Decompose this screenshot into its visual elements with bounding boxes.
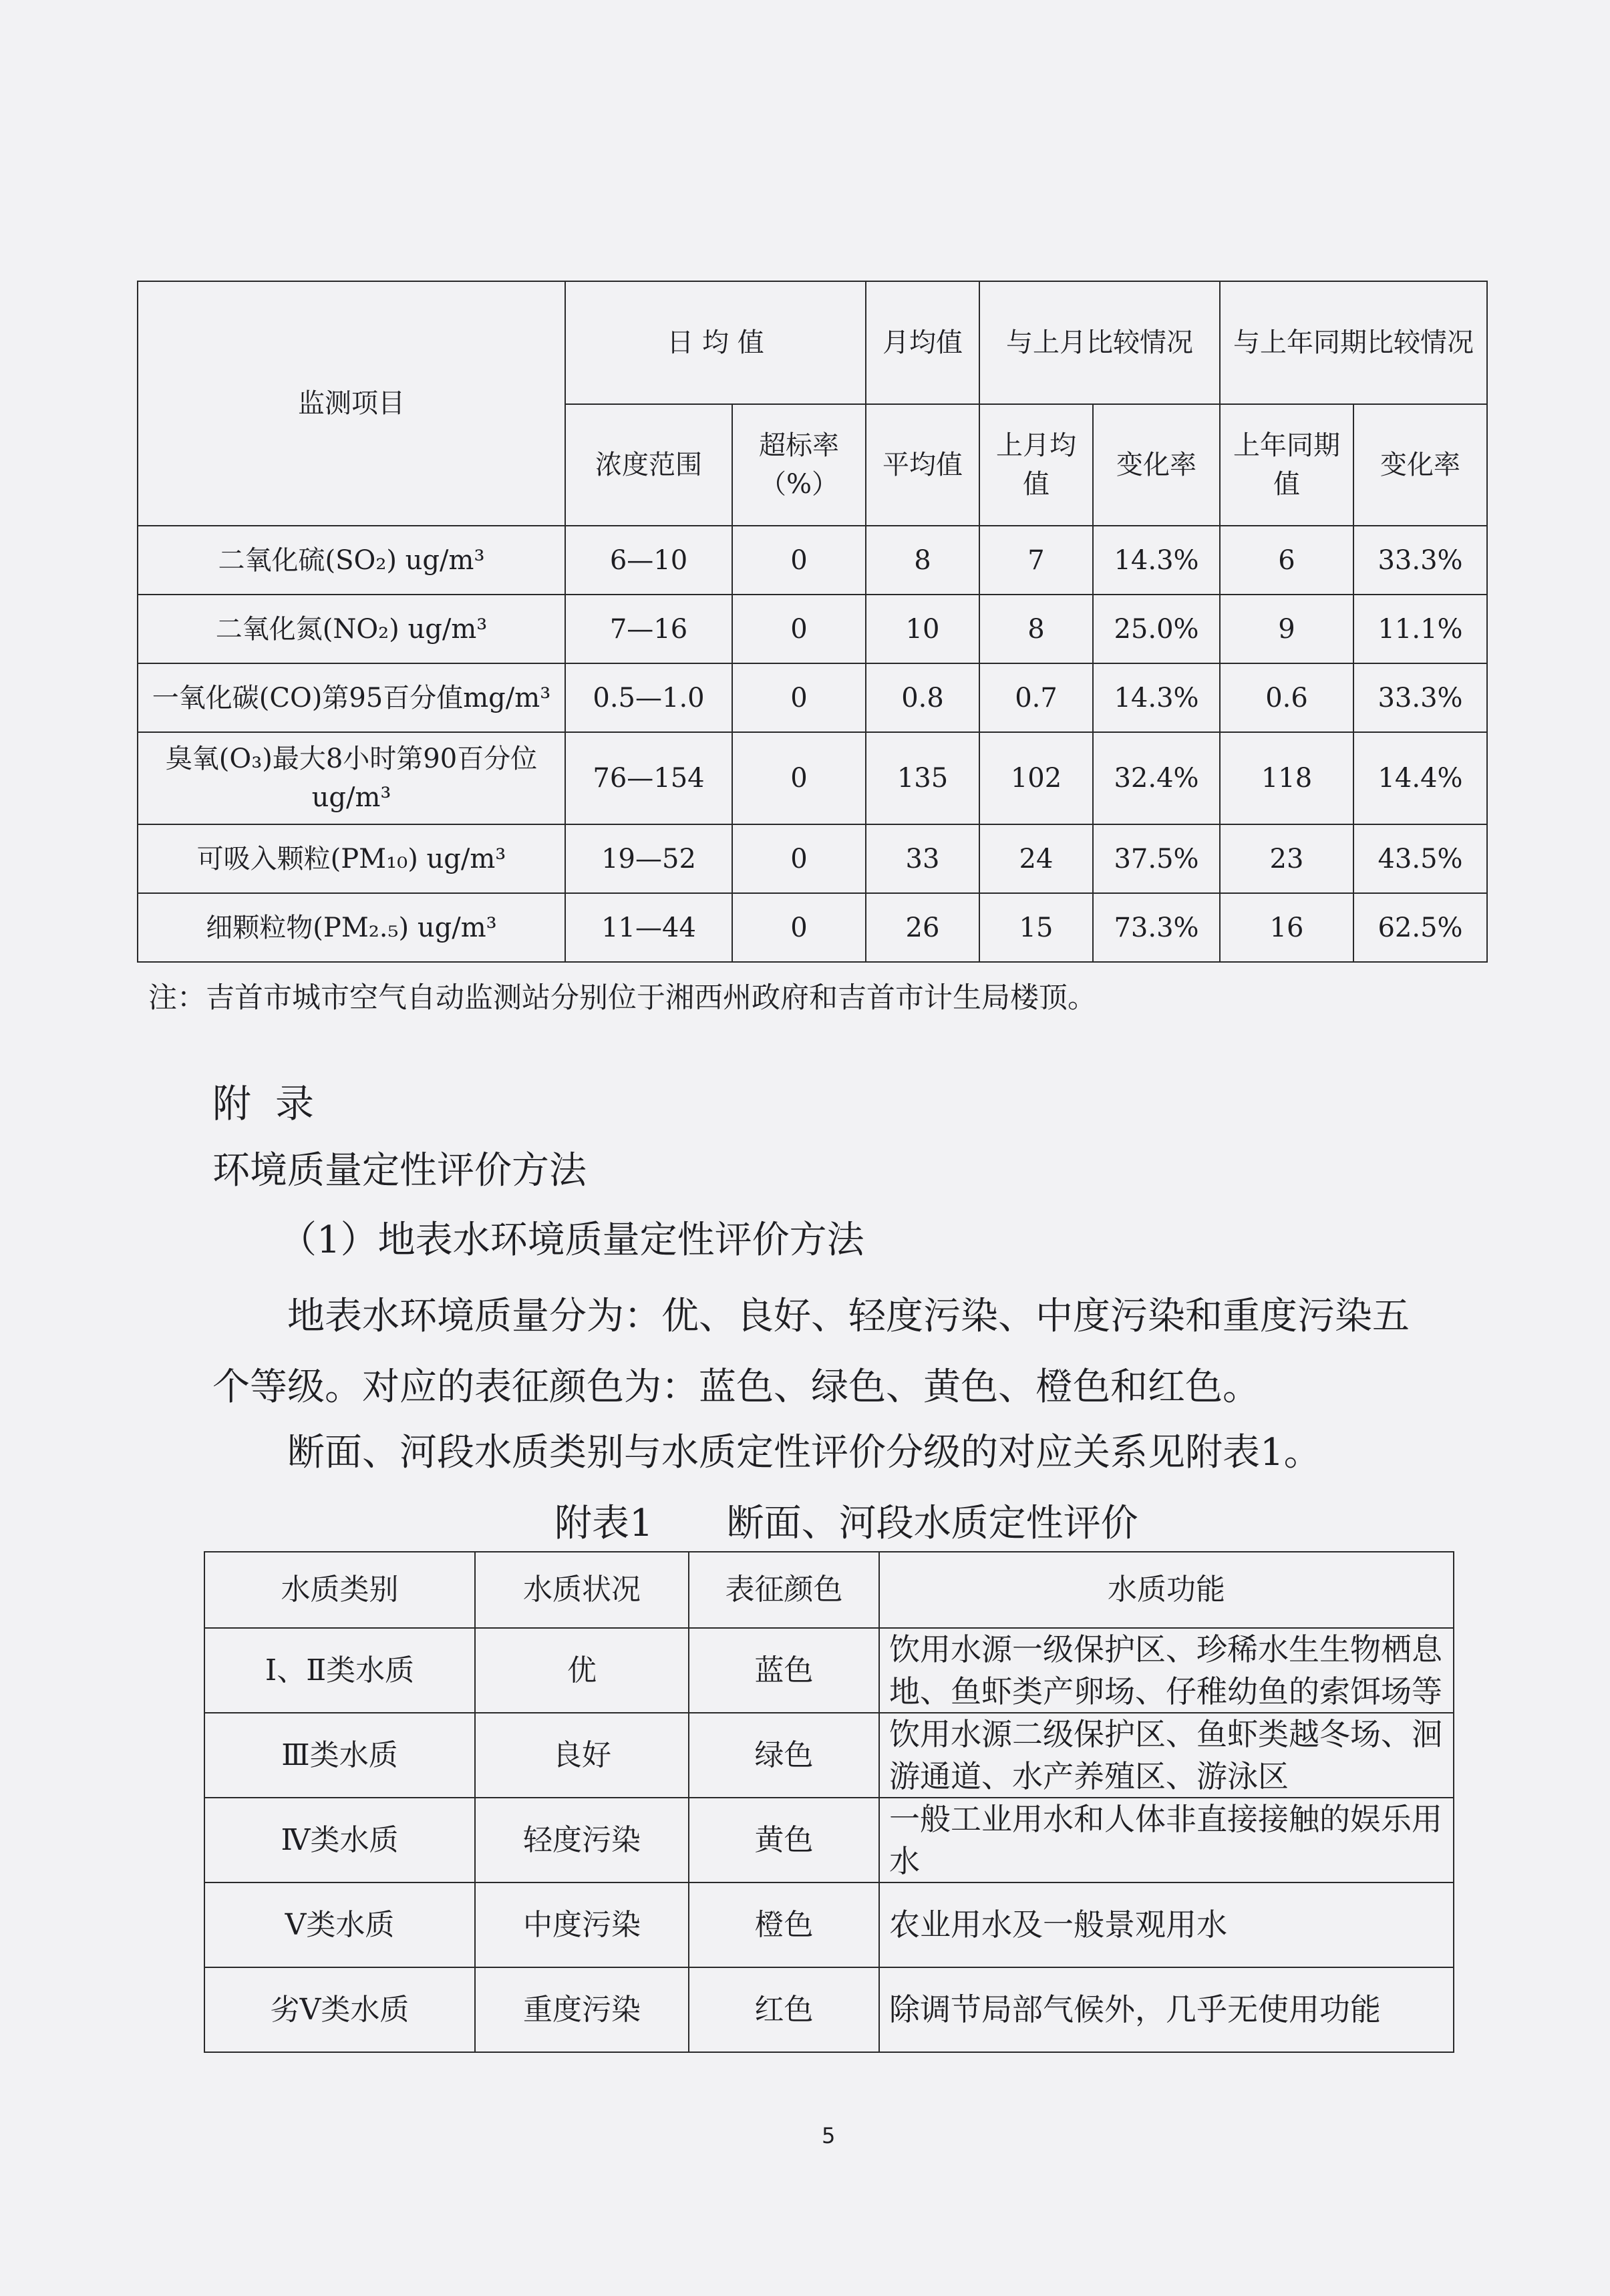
table-caption	[554, 1494, 1138, 1547]
row-exceed: 0	[732, 824, 866, 893]
row-month-change: 73.3%	[1093, 893, 1220, 962]
header-exceed-rate: 超标率（%）	[732, 404, 866, 526]
row-color: 红色	[689, 1967, 879, 2052]
row-year-change: 33.3%	[1353, 526, 1487, 595]
row-class: Ⅰ、Ⅱ类水质	[204, 1628, 475, 1713]
row-item: 可吸入颗粒(PM₁₀) ug/m³	[138, 824, 565, 893]
method-title: 环境质量定性评价方法	[212, 1149, 587, 1192]
row-color: 橙色	[689, 1882, 879, 1967]
table-row	[204, 1713, 1454, 1798]
row-class: 劣Ⅴ类水质	[204, 1967, 475, 2052]
header-last-month-avg: 上月均值	[979, 404, 1093, 526]
row-avg: 8	[866, 526, 979, 595]
row-last-month: 24	[979, 824, 1093, 893]
row-color: 蓝色	[689, 1628, 879, 1713]
page-number: 5	[822, 2123, 836, 2148]
header-change-rate-month: 变化率	[1093, 404, 1220, 526]
header-last-year-value: 上年同期值	[1220, 404, 1353, 526]
row-last-month: 8	[979, 595, 1093, 663]
header-daily: 日 均 值	[565, 281, 866, 404]
row-color: 绿色	[689, 1713, 879, 1798]
row-month-change: 25.0%	[1093, 595, 1220, 663]
row-status: 良好	[475, 1713, 689, 1798]
row-last-year: 118	[1220, 732, 1353, 824]
water-quality-table	[204, 1551, 1454, 2053]
row-status: 优	[475, 1628, 689, 1713]
row-month-change: 14.3%	[1093, 526, 1220, 595]
header-conc-range: 浓度范围	[565, 404, 732, 526]
header-class: 水质类别	[204, 1552, 475, 1628]
row-exceed: 0	[732, 663, 866, 732]
row-range: 11—44	[565, 893, 732, 962]
row-year-change: 11.1%	[1353, 595, 1487, 663]
table-row	[138, 732, 1487, 824]
row-color: 黄色	[689, 1798, 879, 1882]
row-month-change: 32.4%	[1093, 732, 1220, 824]
header-change-rate-year: 变化率	[1353, 404, 1487, 526]
row-function: 饮用水源一级保护区、珍稀水生生物栖息地、鱼虾类产卵场、仔稚幼鱼的索饵场等	[879, 1628, 1454, 1713]
row-year-change: 62.5%	[1353, 893, 1487, 962]
row-year-change: 33.3%	[1353, 663, 1487, 732]
table-row	[204, 1798, 1454, 1882]
row-status: 轻度污染	[475, 1798, 689, 1882]
row-item: 臭氧(O₃)最大8小时第90百分位 ug/m³	[138, 732, 565, 824]
row-last-year: 9	[1220, 595, 1353, 663]
row-avg: 135	[866, 732, 979, 824]
body-paragraph-2: 断面、河段水质类别与水质定性评价分级的对应关系见附表1。	[287, 1431, 1321, 1474]
row-function: 饮用水源二级保护区、鱼虾类越冬场、洄游通道、水产养殖区、游泳区	[879, 1713, 1454, 1798]
table-row	[204, 1967, 1454, 2052]
row-avg: 10	[866, 595, 979, 663]
header-item: 监测项目	[138, 281, 565, 526]
row-last-month: 102	[979, 732, 1093, 824]
row-range: 7—16	[565, 595, 732, 663]
table-row	[204, 1628, 1454, 1713]
row-status: 重度污染	[475, 1967, 689, 2052]
row-item: 二氧化氮(NO₂) ug/m³	[138, 595, 565, 663]
header-vs-last-month: 与上月比较情况	[979, 281, 1220, 404]
row-avg: 33	[866, 824, 979, 893]
row-last-year: 0.6	[1220, 663, 1353, 732]
table-row	[138, 663, 1487, 732]
row-function: 一般工业用水和人体非直接接触的娱乐用水	[879, 1798, 1454, 1882]
row-range: 0.5—1.0	[565, 663, 732, 732]
row-exceed: 0	[732, 526, 866, 595]
row-last-month: 15	[979, 893, 1093, 962]
row-last-year: 6	[1220, 526, 1353, 595]
row-exceed: 0	[732, 595, 866, 663]
caption-title: 断面、河段水质定性评价	[726, 1502, 1138, 1545]
row-class: Ⅲ类水质	[204, 1713, 475, 1798]
row-range: 19—52	[565, 824, 732, 893]
table-row	[138, 595, 1487, 663]
row-year-change: 43.5%	[1353, 824, 1487, 893]
row-avg: 26	[866, 893, 979, 962]
row-exceed: 0	[732, 893, 866, 962]
appendix-title: 附录	[212, 1081, 339, 1126]
caption-label: 附表1	[554, 1502, 653, 1545]
row-avg: 0.8	[866, 663, 979, 732]
row-last-month: 0.7	[979, 663, 1093, 732]
table-note: 注：吉首市城市空气自动监测站分别位于湘西州政府和吉首市计生局楼顶。	[148, 981, 1096, 1015]
row-range: 6—10	[565, 526, 732, 595]
row-item: 一氧化碳(CO)第95百分值mg/m³	[138, 663, 565, 732]
row-class: Ⅳ类水质	[204, 1798, 475, 1882]
row-function: 农业用水及一般景观用水	[879, 1882, 1454, 1967]
header-avg: 平均值	[866, 404, 979, 526]
header-function: 水质功能	[879, 1552, 1454, 1628]
row-last-year: 23	[1220, 824, 1353, 893]
row-function: 除调节局部气候外，几乎无使用功能	[879, 1967, 1454, 2052]
table-row	[138, 526, 1487, 595]
header-color: 表征颜色	[689, 1552, 879, 1628]
section-subtitle: （1）地表水环境质量定性评价方法	[279, 1218, 864, 1262]
row-class: Ⅴ类水质	[204, 1882, 475, 1967]
table-row	[138, 893, 1487, 962]
row-item: 细颗粒物(PM₂.₅) ug/m³	[138, 893, 565, 962]
table-row	[204, 1882, 1454, 1967]
header-monthly: 月均值	[866, 281, 979, 404]
air-quality-table	[137, 281, 1488, 963]
row-status: 中度污染	[475, 1882, 689, 1967]
row-last-year: 16	[1220, 893, 1353, 962]
row-year-change: 14.4%	[1353, 732, 1487, 824]
header-vs-last-year: 与上年同期比较情况	[1220, 281, 1487, 404]
row-exceed: 0	[732, 732, 866, 824]
table-row	[138, 824, 1487, 893]
body-paragraph: 地表水环境质量分为：优、良好、轻度污染、中度污染和重度污染五个等级。对应的表征颜色为：蓝色、绿色、黄色、橙色和红色。	[212, 1295, 1410, 1409]
header-status: 水质状况	[475, 1552, 689, 1628]
row-month-change: 14.3%	[1093, 663, 1220, 732]
row-range: 76—154	[565, 732, 732, 824]
row-item: 二氧化硫(SO₂) ug/m³	[138, 526, 565, 595]
row-last-month: 7	[979, 526, 1093, 595]
row-month-change: 37.5%	[1093, 824, 1220, 893]
